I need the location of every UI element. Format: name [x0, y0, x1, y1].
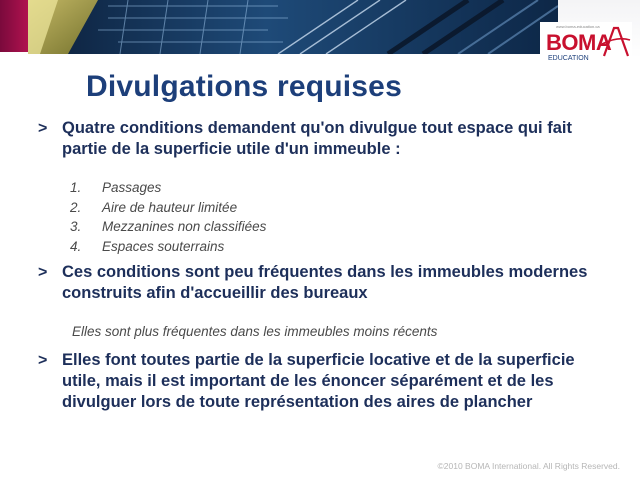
bullet-2	[38, 262, 598, 304]
boma-education-logo	[540, 22, 632, 64]
bullet-2-note: Elles sont plus fréquentes dans les immeubles moins récents	[72, 324, 438, 339]
slide-title: Divulgations requises	[86, 70, 402, 103]
list-item-number: 1.	[70, 180, 82, 195]
logo-tagline: www.boma-education.ca	[556, 24, 600, 29]
bullet-1	[38, 118, 598, 160]
list-item-label: Passages	[102, 180, 162, 195]
bullet-marker: >	[38, 120, 48, 137]
header-banner	[0, 0, 640, 62]
list-item-number: 2.	[70, 199, 82, 215]
bullet-1-text: Quatre conditions demandent qu'on divulgue tout espace qui fait partie de la superficie utile d'un immeuble :	[62, 119, 572, 158]
logo-sub: EDUCATION	[548, 55, 589, 62]
list-item-number: 3.	[70, 219, 82, 234]
list-item-number: 4.	[70, 238, 82, 254]
list-item-label: Mezzanines non classifiées	[102, 219, 267, 234]
logo-brand: BOMA	[546, 30, 612, 55]
list-item	[70, 178, 266, 198]
banner-blueprint-image	[28, 0, 558, 54]
copyright-notice: ©2010 BOMA International. All Rights Reserved.	[437, 461, 620, 471]
list-item-label: Espaces souterrains	[102, 238, 225, 254]
bullet-1-sublist	[70, 178, 266, 256]
banner-accent-stripe	[0, 0, 28, 52]
list-item	[70, 217, 266, 237]
bullet-3-text: Elles font toutes partie de la superficie locative et de la superficie utile, mais il est important de les énoncer séparément et de les divulguer lors de toute représentation des aires de plancher	[62, 351, 575, 411]
bullet-2-text: Ces conditions sont peu fréquentes dans les immeubles modernes construits afin d'accueillir des bureaux	[62, 263, 588, 302]
list-item	[70, 237, 266, 257]
bullet-marker: >	[38, 352, 48, 369]
bullet-3	[38, 350, 598, 413]
list-item	[70, 198, 266, 218]
list-item-label: Aire de hauteur limitée	[102, 199, 238, 215]
bullet-marker: >	[38, 264, 48, 281]
